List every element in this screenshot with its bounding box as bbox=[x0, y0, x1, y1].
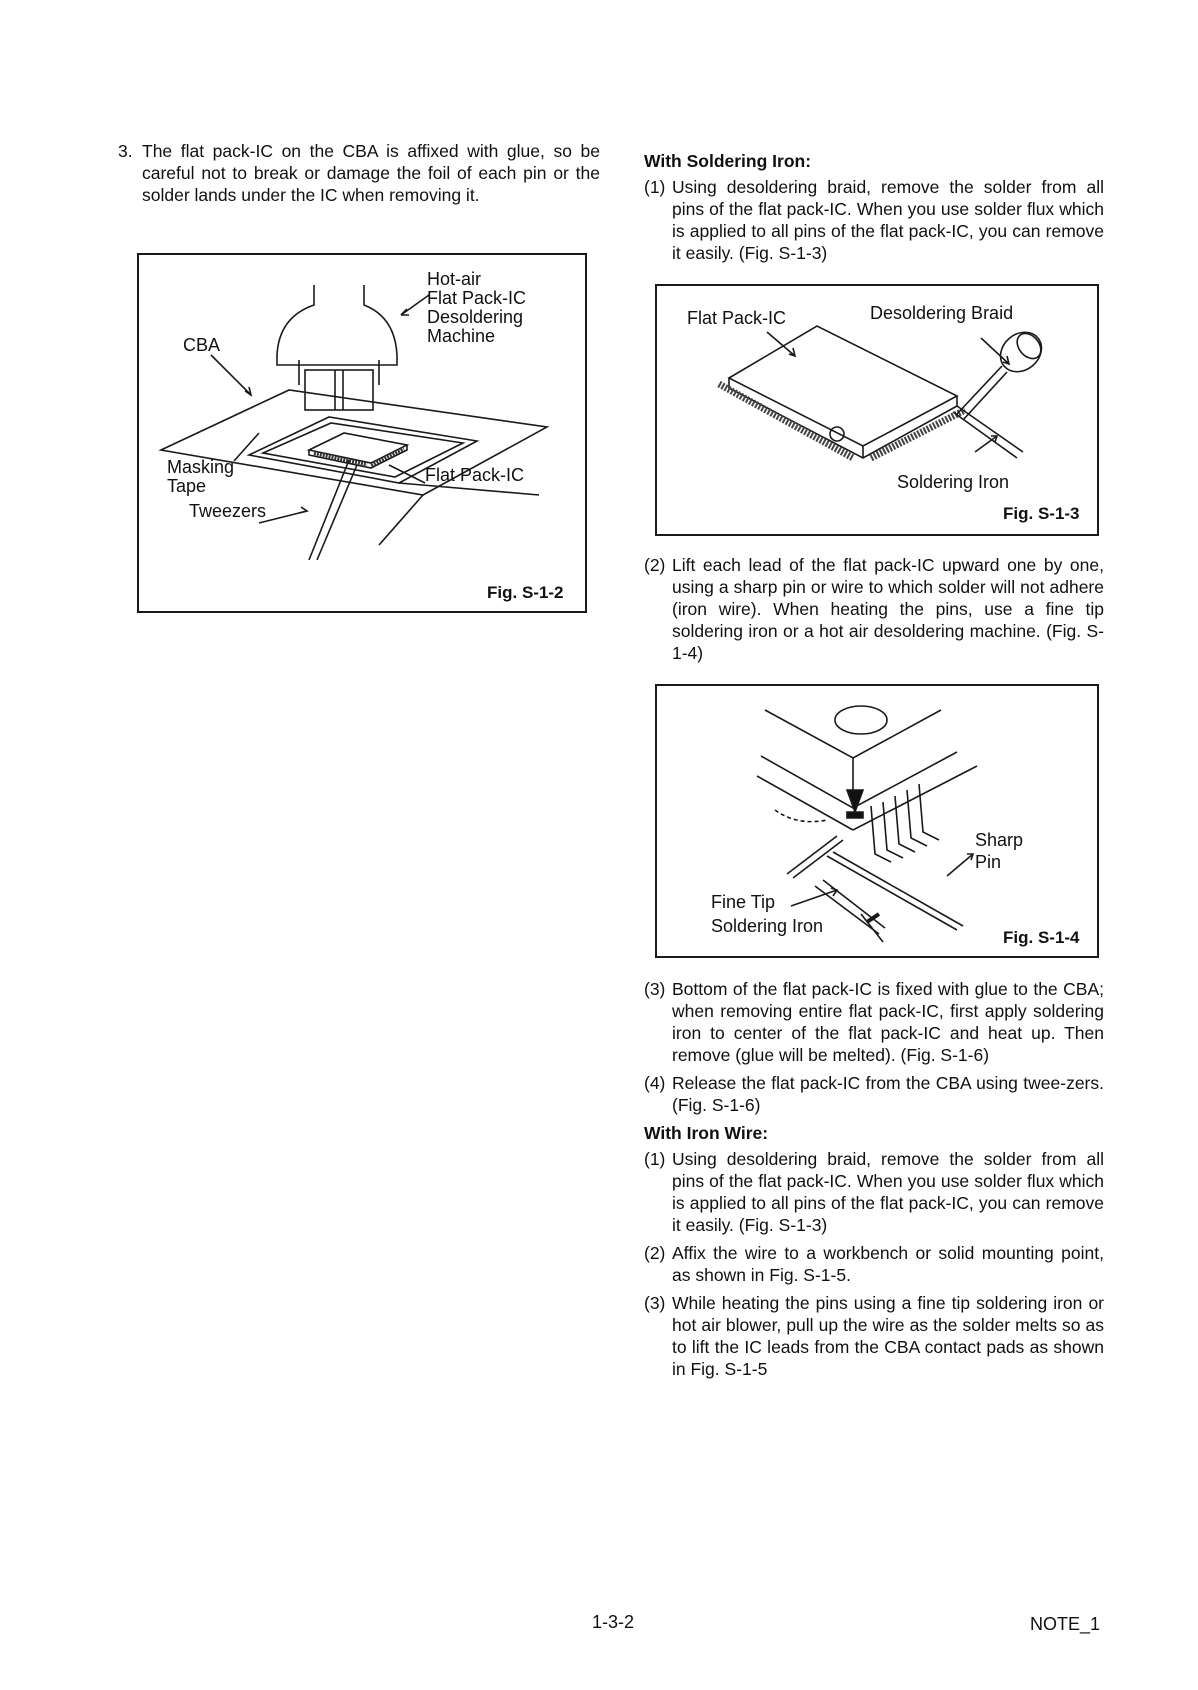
step-text: Release the flat pack-IC from the CBA using twee-zers. (Fig. S-1-6) bbox=[672, 1073, 1104, 1115]
instruction-item-3 bbox=[118, 140, 600, 206]
right-column-step2 bbox=[644, 554, 1104, 670]
figure-s-1-3 bbox=[655, 284, 1099, 536]
left-column bbox=[118, 140, 600, 206]
iron-wire-step-3 bbox=[644, 1292, 1104, 1380]
figure-s-1-2 bbox=[137, 253, 587, 613]
step-number: (1) bbox=[644, 1149, 666, 1169]
step-text: Using desoldering braid, remove the solder from all pins of the flat pack-IC. When you use solder flux which is applied to all pins of the flat pack-IC, you can remove it easily. (Fig. S-1-3) bbox=[672, 1149, 1104, 1235]
masking-tape-label-line2: Tape bbox=[167, 476, 207, 496]
step-text: Using desoldering braid, remove the solder from all pins of the flat pack-IC. When you use solder flux which is applied to all pins of the flat pack-IC, you can remove it easily. (Fig. S-1-3) bbox=[672, 177, 1104, 263]
iron-wire-step-1 bbox=[644, 1148, 1104, 1236]
step-text: Lift each lead of the flat pack-IC upward one by one, using a sharp pin or wire to which solder will not adhere (iron wire). When heating the pins, use a fine tip soldering iron or a hot air desoldering machine. (Fig. S-1-4) bbox=[672, 555, 1104, 663]
soldering-step-4 bbox=[644, 1072, 1104, 1116]
right-column-bottom bbox=[644, 978, 1104, 1386]
iron-wire-step-2 bbox=[644, 1242, 1104, 1286]
sharp-pin-label-line2: Pin bbox=[975, 852, 1002, 872]
figure-caption: Fig. S-1-2 bbox=[487, 583, 564, 602]
flat-pack-ic-label: Flat Pack-IC bbox=[687, 308, 787, 328]
hot-air-label-line1: Hot-air bbox=[427, 269, 482, 289]
step-number: (4) bbox=[644, 1073, 666, 1093]
step-text: While heating the pins using a fine tip soldering iron or hot air blower, pull up the wire as the solder melts so as to lift the IC leads from the CBA contact pads as shown in Fig. S-1-5 bbox=[672, 1293, 1104, 1379]
soldering-iron-heading: With Soldering Iron: bbox=[644, 151, 812, 171]
step-number: (3) bbox=[644, 979, 666, 999]
fine-tip-label-line2: Soldering Iron bbox=[711, 916, 824, 936]
soldering-iron-label: Soldering Iron bbox=[897, 472, 1010, 492]
right-column-top bbox=[644, 150, 1104, 270]
soldering-step-2 bbox=[644, 554, 1104, 664]
flat-pack-ic-label: Flat Pack-IC bbox=[425, 465, 525, 485]
iron-wire-heading: With Iron Wire: bbox=[644, 1123, 769, 1143]
step-number: (2) bbox=[644, 1243, 666, 1263]
masking-tape-label-line1: Masking bbox=[167, 457, 235, 477]
tweezers-label: Tweezers bbox=[189, 501, 267, 521]
page-number: 1-3-2 bbox=[592, 1612, 635, 1632]
sharp-pin-label-line1: Sharp bbox=[975, 830, 1024, 850]
step-number: (3) bbox=[644, 1293, 666, 1313]
step-number: (2) bbox=[644, 555, 666, 575]
soldering-step-3 bbox=[644, 978, 1104, 1066]
desoldering-braid-label: Desoldering Braid bbox=[870, 303, 1014, 323]
figure-s-1-4 bbox=[655, 684, 1099, 958]
cba-label: CBA bbox=[183, 335, 221, 355]
item-number: 3. bbox=[118, 141, 133, 161]
step-text: Affix the wire to a workbench or solid mounting point, as shown in Fig. S-1-5. bbox=[672, 1243, 1104, 1285]
step-text: Bottom of the flat pack-IC is fixed with glue to the CBA; when removing entire flat pack-IC, first apply soldering iron to center of the flat pack-IC and heat up. Then remove (glue will be melted). (Fig. S-1-6) bbox=[672, 979, 1104, 1065]
page-note: NOTE_1 bbox=[1030, 1614, 1101, 1634]
step-number: (1) bbox=[644, 177, 666, 197]
item-text: The flat pack-IC on the CBA is affixed with glue, so be careful not to break or damage the foil of each pin or the solder lands under the IC when removing it. bbox=[142, 141, 600, 205]
figure-caption: Fig. S-1-3 bbox=[1003, 504, 1080, 523]
hot-air-label-line2: Flat Pack-IC bbox=[427, 288, 527, 308]
figure-caption: Fig. S-1-4 bbox=[1003, 928, 1080, 947]
hot-air-label-line3: Desoldering bbox=[427, 307, 524, 327]
hot-air-label-line4: Machine bbox=[427, 326, 496, 346]
soldering-step-1 bbox=[644, 176, 1104, 264]
fine-tip-label-line1: Fine Tip bbox=[711, 892, 776, 912]
